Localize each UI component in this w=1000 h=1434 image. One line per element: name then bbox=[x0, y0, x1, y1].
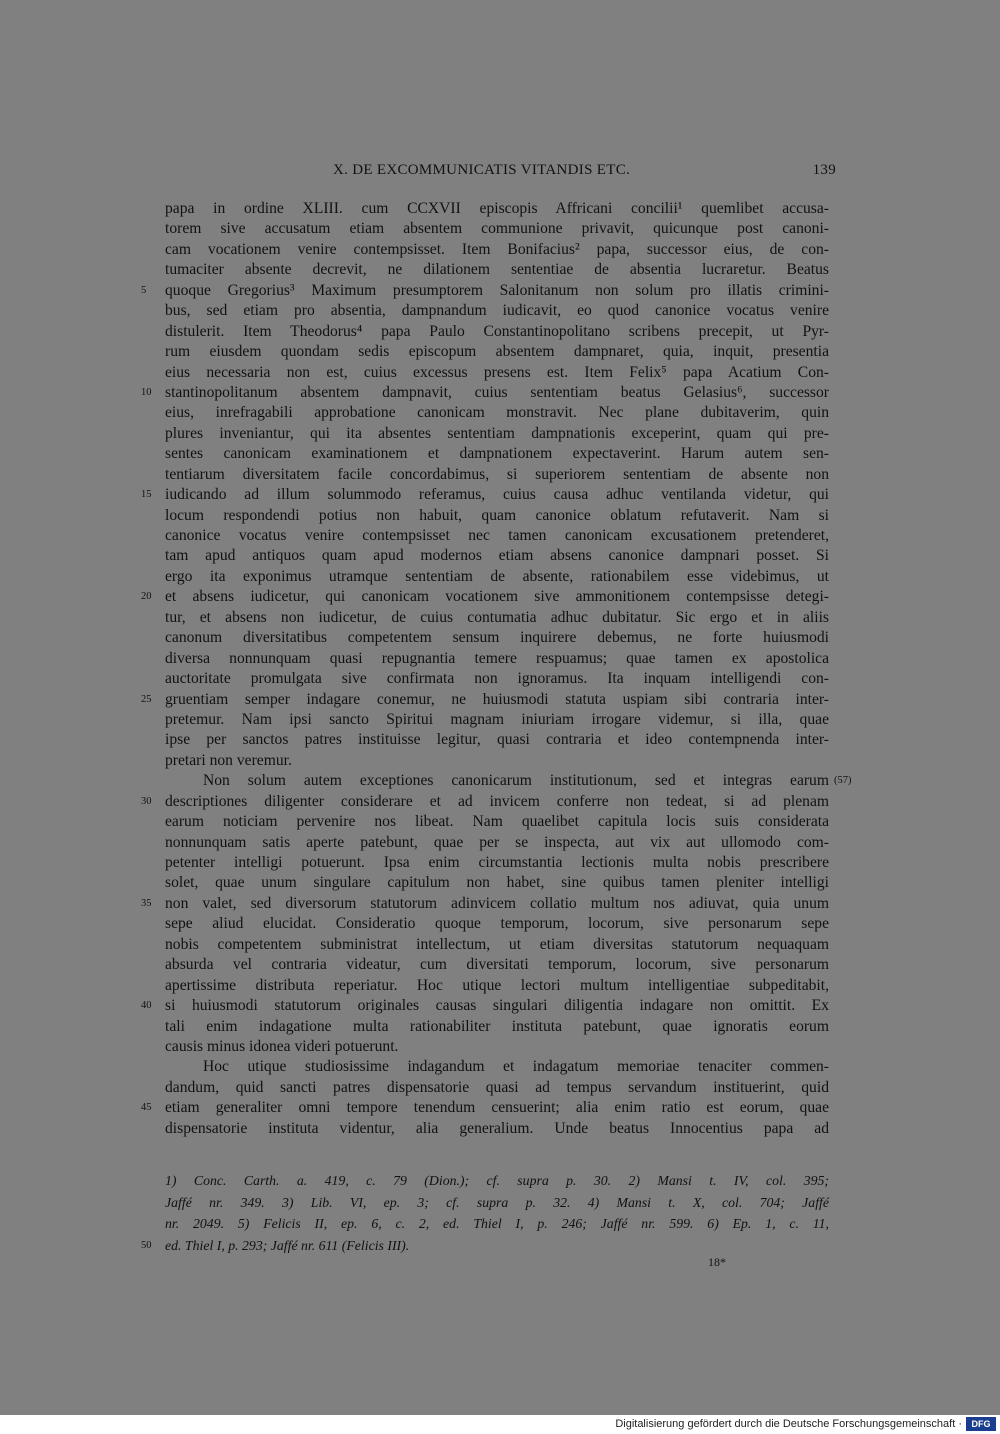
text-line-text: pretemur. Nam ipsi sancto Spiritui magnam iniuriam irrogare videmur, si illa, quae bbox=[165, 710, 829, 728]
text-line bbox=[165, 976, 829, 996]
text-line bbox=[165, 1037, 829, 1057]
line-number: 20 bbox=[141, 591, 152, 603]
text-line-text: Non solum autem exceptiones canonicarum institutionum, sed et integras earum bbox=[203, 772, 829, 790]
text-line bbox=[165, 873, 829, 893]
text-line-text: sepe aliud elucidat. Consideratio quoque temporum, locorum, sive personarum sepe bbox=[165, 915, 829, 933]
line-number: 40 bbox=[141, 1000, 152, 1012]
text-line bbox=[165, 955, 829, 975]
text-line bbox=[165, 260, 829, 280]
text-line-text: torem sive accusatum etiam absentem communione privavit, quicunque post canoni- bbox=[165, 220, 829, 238]
text-line bbox=[165, 751, 829, 771]
line-number: 50 bbox=[141, 1239, 152, 1251]
text-line bbox=[165, 546, 829, 566]
text-line bbox=[165, 608, 829, 628]
text-line-text: ergo ita exponimus utramque sententiam de absente, rationabilem esse videbimus, ut bbox=[165, 567, 829, 585]
footnote-line-text: ed. Thiel I, p. 293; Jaffé nr. 611 (Felicis III). bbox=[165, 1237, 410, 1253]
text-line-text: diversa nonnunquam quasi repugnantia temere respuamus; quae tamen ex apostolica bbox=[165, 649, 829, 667]
text-line-text: stantinopolitanum absentem dampnavit, cuius sententiam beatus Gelasius⁶, successor bbox=[165, 383, 829, 401]
text-line bbox=[165, 219, 829, 239]
text-line-text: tumaciter absente decrevit, ne dilationem sententiae de absentia lucraretur. Beatus bbox=[165, 261, 829, 279]
text-line bbox=[165, 853, 829, 873]
text-line-text: tam apud antiquos quam apud modernos etiam absens canonice dampnari posset. Si bbox=[165, 547, 829, 565]
text-line bbox=[141, 792, 829, 812]
text-line bbox=[165, 710, 829, 730]
text-line bbox=[165, 444, 829, 464]
text-line bbox=[165, 1078, 829, 1098]
text-line-text: causis minus idonea videri potuerunt. bbox=[165, 1037, 399, 1055]
text-line-text: locum respondendi potius non habuit, quam canonice oblatum refutaverit. Nam si bbox=[165, 506, 829, 524]
text-line-text: cam vocationem venire contempsisset. Item Bonifacius² papa, successor eius, de con- bbox=[165, 240, 829, 258]
line-number: 45 bbox=[141, 1102, 152, 1114]
line-number: 25 bbox=[141, 693, 152, 705]
text-line-text: etiam generaliter omni tempore tenendum censuerint; alia enim ratio est eorum, quae bbox=[165, 1099, 829, 1117]
text-line-text: earum noticiam pervenire nos libeat. Nam quaelibet capitula locis suis considerata bbox=[165, 813, 829, 831]
line-number: 30 bbox=[141, 795, 152, 807]
text-line-text: auctoritate promulgata sive confirmata non ignoramus. Ita inquam intelligendi con- bbox=[165, 670, 829, 688]
margin-note: (57) bbox=[834, 775, 852, 787]
line-number: 10 bbox=[141, 386, 152, 398]
text-line-text: plures inveniantur, qui ita absentes sententiam dampnationis exceperint, quam qui pre- bbox=[165, 424, 829, 442]
text-line-text: petenter intelligi potuerunt. Ipsa enim circumstantia lectionis multa nobis prescribere bbox=[165, 854, 829, 871]
text-line-text: papa in ordine XLIII. cum CCXVII episcopis Affricani concilii¹ quemlibet accusa- bbox=[165, 200, 829, 217]
text-line-text: distulerit. Item Theodorus⁴ papa Paulo Constantinopolitano scribens precepit, ut Pyr- bbox=[165, 322, 829, 340]
text-line bbox=[165, 771, 852, 791]
text-line bbox=[165, 1057, 829, 1077]
text-line-text: descriptiones diligenter considerare et ad invicem conferre non tedeat, si ad plenam bbox=[165, 792, 829, 810]
text-line bbox=[141, 383, 829, 403]
text-line bbox=[165, 914, 829, 934]
line-number: 15 bbox=[141, 489, 152, 501]
text-line bbox=[141, 894, 829, 914]
text-line bbox=[165, 363, 829, 383]
footnote-line-text: 1) Conc. Carth. a. 419, c. 79 (Dion.); cf. supra p. 30. 2) Mansi t. IV, col. 395; bbox=[165, 1173, 829, 1188]
text-line bbox=[165, 812, 829, 832]
text-line bbox=[165, 628, 829, 648]
text-line-text: sentes canonicam examinationem et dampnationem expectaverint. Harum autem sen- bbox=[165, 445, 829, 463]
text-line-text: eius necessaria non est, cuius excessus presens est. Item Felix⁵ papa Acatium Con- bbox=[165, 363, 829, 381]
text-line-text: rum eiusdem quondam sedis episcopum absentem dampnaret, quia, inquit, presentia bbox=[165, 343, 829, 361]
line-number: 35 bbox=[141, 897, 152, 909]
text-line bbox=[165, 833, 829, 853]
signature-mark: 18* bbox=[708, 1255, 726, 1269]
text-line bbox=[165, 342, 829, 362]
text-line-text: tentiarum diversitatem facile concordabimus, si superiorem sententiam de absente non bbox=[165, 465, 829, 483]
text-line-text: tali enim indagatione multa rationabiliter instituta patebunt, quae ignoratis eorum bbox=[165, 1017, 829, 1035]
text-line bbox=[141, 690, 829, 710]
text-line bbox=[165, 935, 829, 955]
text-line-text: dandum, quid sancti patres dispensatorie quasi ad tempus servandum instituerint, quid bbox=[165, 1078, 829, 1096]
text-line bbox=[165, 424, 829, 444]
text-line-text: iudicando ad illum solummodo referamus, cuius causa adhuc ventilanda videtur, qui bbox=[165, 486, 829, 504]
text-line bbox=[165, 403, 829, 423]
text-line bbox=[141, 996, 829, 1016]
footnote-line bbox=[141, 1235, 829, 1257]
text-line-text: eius, inrefragabili approbatione canonicam monstravit. Nec plane dubitaverim, quin bbox=[165, 404, 829, 422]
text-line bbox=[141, 1098, 829, 1118]
text-line bbox=[165, 506, 829, 526]
footnote-line bbox=[165, 1170, 829, 1192]
text-line-text: dispensatorie instituta videntur, alia generalium. Unde beatus Innocentius papa ad bbox=[165, 1119, 829, 1137]
footnote-line-text: nr. 2049. 5) Felicis II, ep. 6, c. 2, ed. Thiel I, p. 246; Jaffé nr. 599. 6) Ep. 1, c. 11, bbox=[165, 1216, 829, 1231]
text-line-text: absurda vel contraria videatur, cum diversitati temporum, locorum, sive personarum bbox=[165, 956, 829, 974]
text-line bbox=[165, 526, 829, 546]
funding-notice: Digitalisierung gefördert durch die Deutsche Forschungsgemeinschaft · bbox=[615, 1418, 962, 1430]
text-line-text: quoque Gregorius³ Maximum presumptorem Salonitanum non solum pro illatis crimini- bbox=[165, 281, 829, 299]
line-number: 5 bbox=[141, 284, 147, 296]
text-line-text: nonnunquam satis aperte patebunt, quae per se inspecta, aut vix aut ullomodo com- bbox=[165, 833, 829, 851]
digitization-footer bbox=[0, 1415, 1000, 1434]
text-line bbox=[165, 669, 829, 689]
text-line bbox=[165, 1119, 829, 1139]
text-line-text: si huiusmodi statutorum originales causas singulari diligentia indagare non omittit. Ex bbox=[165, 997, 829, 1015]
text-line-text: non valet, sed diversorum statutorum adinvicem collatio multum nos adiuvat, quia unum bbox=[165, 894, 829, 912]
text-line-text: pretari non veremur. bbox=[165, 751, 292, 769]
text-line-text: canonum diversitatibus competentem sensum inquirere debemus, ne forte huiusmodi bbox=[165, 629, 829, 647]
dfg-logo: DFG bbox=[966, 1417, 996, 1431]
main-text bbox=[141, 199, 852, 1139]
text-line bbox=[165, 1017, 829, 1037]
text-line-text: tur, et absens non iudicetur, de cuius contumatia adhuc dubitatur. Sic ergo et in aliis bbox=[165, 608, 829, 626]
footnote-line bbox=[165, 1213, 829, 1235]
text-line-text: bus, sed etiam pro absentia, dampnandum iudicavit, eo quod canonice vocatus venire bbox=[165, 302, 829, 320]
text-line bbox=[141, 485, 829, 505]
footnote-line bbox=[165, 1192, 829, 1214]
text-line-text: Hoc utique studiosissime indagandum et indagatum memoriae tenaciter commen- bbox=[203, 1058, 829, 1076]
footnotes bbox=[141, 1170, 829, 1256]
footnote-line-text: Jaffé nr. 349. 3) Lib. VI, ep. 3; cf. supra p. 32. 4) Mansi t. X, col. 704; Jaffé bbox=[165, 1194, 829, 1210]
chapter-title: X. DE EXCOMMUNICATIS VITANDIS ETC. bbox=[333, 162, 631, 178]
page-number: 139 bbox=[812, 162, 836, 178]
text-line bbox=[165, 465, 829, 485]
text-line-text: apertissime distributa reperiatur. Hoc utique lectori multum intelligentiae subpeditabit, bbox=[165, 976, 829, 994]
text-line bbox=[141, 281, 829, 301]
text-line-text: nobis competentem subministrat intellectum, ut etiam diversitas statutorum nequaquam bbox=[165, 935, 829, 953]
text-line-text: solet, quae unum singulare capitulum non habet, sine quibus tamen pleniter intelligi bbox=[165, 874, 829, 892]
text-line bbox=[165, 322, 829, 342]
text-line bbox=[165, 199, 829, 219]
text-line-text: gruentiam semper indagare conemur, ne huiusmodi statuta uspiam sibi contraria inter- bbox=[165, 690, 829, 708]
text-line bbox=[141, 587, 829, 607]
text-line bbox=[165, 240, 829, 260]
text-line-text: canonice vocatus venire contempsisset nec tamen canonicam excusationem pretenderet, bbox=[165, 527, 829, 544]
text-line-text: et absens iudicetur, qui canonicam vocationem sive ammonitionem contempsisse detegi- bbox=[165, 588, 829, 606]
text-line-text: ipse per sanctos patres instituisse legitur, quasi contraria et ideo contempnenda inter- bbox=[165, 731, 829, 749]
text-line bbox=[165, 730, 829, 750]
text-line bbox=[165, 567, 829, 587]
text-line bbox=[165, 301, 829, 321]
text-line bbox=[165, 649, 829, 669]
